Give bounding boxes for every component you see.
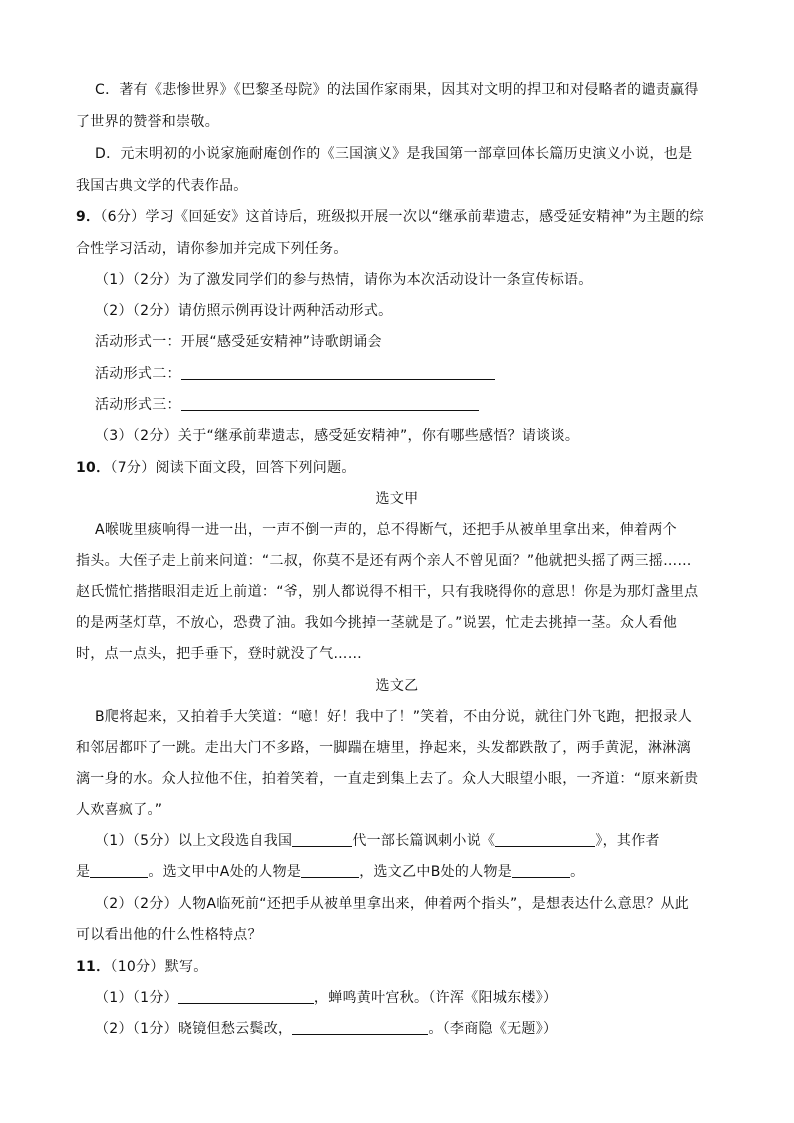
- question-10-sub-1-line-2: [76, 862, 724, 882]
- text: 是: [76, 864, 91, 880]
- text: 漓一身的水。众人拉他不住，拍着笑着，一直走到集上去了。众人大眼望小眼，一齐道：“原来新贵: [76, 771, 699, 787]
- activity-form-3: [95, 395, 725, 415]
- question-9-sub-1: [95, 270, 725, 290]
- question-10-number: 10．: [76, 460, 111, 476]
- question-10-line-1: [76, 458, 724, 478]
- passage-b-line-3: [76, 769, 724, 789]
- option-c-line-1: [95, 80, 725, 100]
- text: （1）（5分）以上文段选自我国: [95, 833, 293, 849]
- question-10-sub-1-line-1: [95, 831, 725, 851]
- text: （1）（2分）为了激发同学们的参与热情，请你为本次活动设计一条宣传标语。: [95, 272, 593, 288]
- text: 。（李商隐《无题》）: [428, 1021, 558, 1037]
- text: 。: [570, 864, 585, 880]
- question-10-sub-2-line-1: [95, 894, 725, 914]
- text: （2）（2分）人物A临死前“还把手从被单里拿出来，伸着两个指头”，是想表达什么意思？从此: [95, 896, 690, 912]
- text: 活动形式一：开展“感受延安精神”诗歌朗诵会: [95, 334, 382, 350]
- question-11-line-1: [76, 957, 724, 977]
- text: C．著有《悲惨世界》《巴黎圣母院》的法国作家雨果，因其对文明的捍卫和对侵略者的谴责赢得: [95, 82, 699, 98]
- option-d-line-1: [95, 144, 725, 164]
- text: ，蝉鸣黄叶宫秋。（许浑《阳城东楼》）: [313, 990, 558, 1006]
- passage-b-heading: [0, 676, 794, 696]
- passage-b-line-4: [76, 800, 724, 820]
- text: 时，点一点头，把手垂下，登时就没了气……: [76, 646, 362, 662]
- text: （7分）阅读下面文段，回答下列问题。: [110, 460, 356, 476]
- option-d-line-2: [76, 176, 724, 196]
- question-9-sub-2: [95, 301, 725, 321]
- text: 了世界的赞誉和崇敬。: [76, 114, 219, 130]
- activity-form-1: [95, 332, 725, 352]
- passage-a-line-2: [76, 551, 724, 571]
- text: 指头。大侄子走上前来问道：“二叔，你莫不是还有两个亲人不曾见面？”他就把头摇了两三摇……: [76, 553, 692, 569]
- answer-blank-character-b[interactable]: [512, 863, 570, 878]
- passage-a-line-3: [76, 582, 724, 602]
- text: 人欢喜疯了。”: [76, 802, 163, 818]
- question-9-line-1: [76, 207, 724, 227]
- question-9-line-2: [76, 239, 724, 259]
- answer-blank-activity-2[interactable]: [181, 365, 495, 380]
- answer-blank-poem-2[interactable]: [292, 1020, 428, 1035]
- question-9-number: 9．: [76, 209, 101, 225]
- answer-blank-character-a[interactable]: [301, 863, 359, 878]
- text: （10分）默写。: [110, 959, 208, 975]
- text: D．元末明初的小说家施耐庵创作的《三国演义》是我国第一部章回体长篇历史演义小说，也是: [95, 146, 693, 162]
- question-11-number: 11．: [76, 959, 111, 975]
- text: 和邻居都吓了一跳。走出大门不多路，一脚踹在塘里，挣起来，头发都跌散了，两手黄泥，淋淋漓: [76, 740, 691, 756]
- text: 》，其作者: [595, 833, 660, 849]
- question-10-sub-2-line-2: [76, 925, 724, 945]
- text: 我国古典文学的代表作品。: [76, 178, 248, 194]
- question-11-sub-1: [95, 988, 725, 1008]
- passage-a-line-1: [95, 520, 725, 540]
- passage-a-heading: [0, 489, 794, 509]
- text: B爬将起来，又拍着手大笑道：“噫！好！我中了！”笑着，不由分说，就往门外飞跑，把报录人: [95, 709, 693, 725]
- passage-b-line-2: [76, 738, 724, 758]
- text: （2）（2分）请仿照示例再设计两种活动形式。: [95, 303, 393, 319]
- passage-b-line-1: [95, 707, 725, 727]
- text: 选文乙: [375, 678, 419, 694]
- text: 的是两茎灯草，不放心，恐费了油。我如今挑掉一茎就是了。”说罢，忙走去挑掉一茎。众人看他: [76, 615, 678, 631]
- text: 合性学习活动，请你参加并完成下列任务。: [76, 241, 348, 257]
- option-c-line-2: [76, 112, 724, 132]
- question-9-sub-3: [95, 426, 725, 446]
- passage-a-line-4: [76, 613, 724, 633]
- text: （1）（1分）: [95, 990, 178, 1006]
- text: A喉咙里痰响得一进一出，一声不倒一声的，总不得断气，还把手从被单里拿出来，伸着两个: [95, 522, 677, 538]
- passage-a-line-5: [76, 644, 724, 664]
- answer-blank-activity-3[interactable]: [181, 396, 479, 411]
- text: 可以看出他的什么性格特点？: [76, 927, 262, 943]
- text: 赵氏慌忙揩揩眼泪走近上前道：“爷，别人都说得不相干，只有我晓得你的意思！你是为那灯盏里点: [76, 584, 699, 600]
- text: 。选文甲中A处的人物是: [148, 864, 302, 880]
- activity-form-2: [95, 364, 725, 384]
- text: 选文甲: [375, 491, 419, 507]
- text: （2）（1分）晓镜但愁云鬓改，: [95, 1021, 293, 1037]
- text: 活动形式三：: [95, 397, 181, 413]
- question-11-sub-2: [95, 1019, 725, 1039]
- answer-blank-dynasty[interactable]: [292, 832, 352, 847]
- text: 代一部长篇讽刺小说《: [352, 833, 496, 849]
- text: （6分）学习《回延安》这首诗后，班级拟开展一次以“继承前辈遗志，感受延安精神”为主题的综: [100, 209, 704, 225]
- answer-blank-author[interactable]: [90, 863, 148, 878]
- answer-blank-poem-1[interactable]: [178, 989, 314, 1004]
- answer-blank-book-title[interactable]: [495, 832, 595, 847]
- text: 活动形式二：: [95, 366, 181, 382]
- text: （3）（2分）关于“继承前辈遗志，感受延安精神”，你有哪些感悟？请谈谈。: [95, 428, 580, 444]
- text: ，选文乙中B处的人物是: [359, 864, 513, 880]
